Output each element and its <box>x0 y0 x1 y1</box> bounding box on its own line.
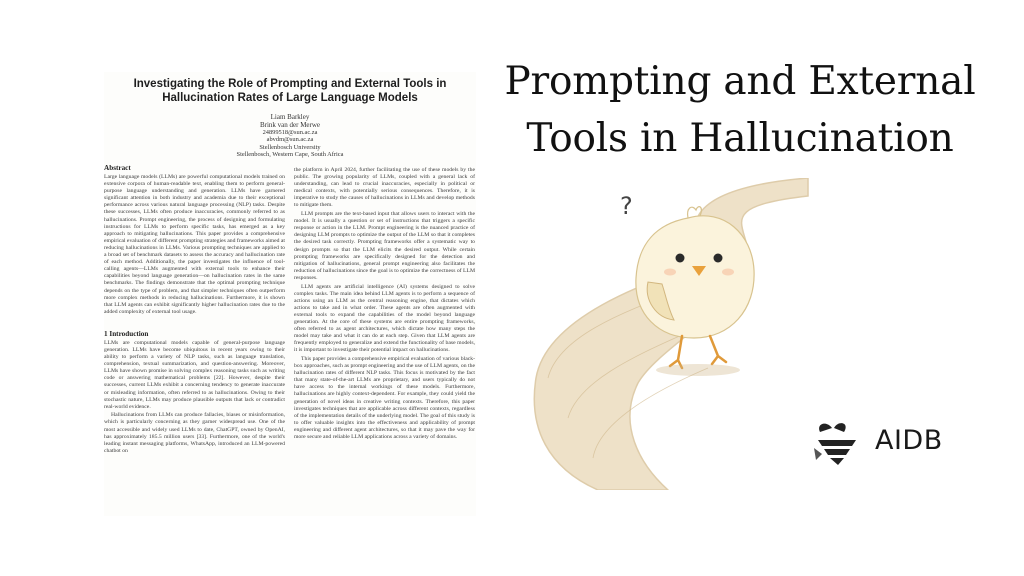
paper-title-line-2: Hallucination Rates of Large Language Models <box>162 91 418 104</box>
chick-leg <box>710 336 726 364</box>
paper-column-left <box>104 164 285 456</box>
body-paragraph: LLM prompts are the text-based input that allows users to interact with the model. It is usually a question or set of instructions that triggers a specific response or action in the LLM. Prompt engineering is the nuanced practice of designing LLM prompts to optimize the output of the LLM so that it completes the desired task correctly. Prompting frameworks offer a systematic way to design prompts so that the LLM elicits the desired output. While certain prompting frameworks are specifically designed for the detection and mitigation of hallucinations, general prompt engineering also facilitates the reduction of hallucinations since the goal is to optimize the correctness of LLM responses. <box>294 211 476 281</box>
chick-illustration <box>508 178 810 490</box>
abstract-heading: Abstract <box>104 164 131 172</box>
logo-text: AIDB <box>875 425 943 456</box>
body-paragraph: the platform in April 2024, further facilitating the use of these models by the public. The growing popularity of LLMs, coupled with a general lack of understanding, can lead to crucial inaccuracies, especially in political or medical contexts, with potentially serious consequences. Therefore, it is imperative to study the causes of hallucinations in LLMs and develop methods to mitigate them. <box>294 167 475 209</box>
author-name: Liam Barkley <box>270 113 310 121</box>
paper-authors <box>104 113 476 158</box>
intro-paragraph: Hallucinations from LLMs can produce fallacies, biases or misinformation, which is particularly concerning as they garner widespread use. One of the most accessible and widely used LLMs to date, ChatGPT, owned by OpenAI, has approximately 185.5 million users [33]. Furthermore, one of the world's leading instant messaging platforms, WhatsApp, introduced an LLM-powered chatbot on <box>104 412 285 454</box>
chick-cheek <box>664 269 676 276</box>
body-paragraph: This paper provides a comprehensive empirical evaluation of various black-box approaches, such as prompt engineering and the use of LLM agents, on the hallucination rates of different NLP tasks. This focus is motivated by the fact that many state-of-the-art LLMs are proprietary, and users typically do not have access to the internal workings of these models. Furthermore, hallucinations are highly context-dependent. For example, they could yield the generation of novel ideas in creative writing contexts. Therefore, this paper investigates techniques that are applicable across different contexts, regardless of the implementation details of the underlying model. The goal of this study is to offer valuable insights into the effectiveness and applicability of prompt engineering and different agent architectures, so that it may pave the way for more secure and reliable LLM applications across a variety of domains. <box>294 355 475 440</box>
headline-line-2: Tools in Hallucination <box>526 116 954 161</box>
paper-column-right <box>294 167 475 443</box>
chick-cheek <box>722 269 734 276</box>
introduction-heading: 1 Introduction <box>104 329 149 338</box>
paper-preview <box>104 72 476 516</box>
author-affiliation: Stellenbosch University <box>259 143 321 151</box>
body-paragraph: LLM agents are artificial intelligence (AI) systems designed to solve complex tasks. The main idea behind LLM agents is to perform a sequence of actions using an LLM as the central reasoning engine, that dictates which actions to take and in what order. These agents are often augmented with external tools to expand the capabilities of the model beyond language generation. At the core of these systems are entire prompting frameworks, often referred to as agent architectures, which dictate how many steps the model may take and what it can do at each step. Given that LLM agents are frequently employed to generalize and extend the functionality of base models, it is important to investigate their potential impact on hallucinations. <box>294 283 475 354</box>
question-mark: ? <box>620 192 633 220</box>
chick-eye <box>714 254 723 263</box>
abstract-text: Large language models (LLMs) are powerful computational models trained on extensive corpora of human-readable text, enabling them to perform general-purpose language understanding and generation. LLMs have garnered significant attention in both industry and academia due to their exceptional performance across various natural language processing (NLP) tasks. Despite these successes, LLMs often produce inaccuracies, commonly referred to as hallucinations. Prompt engineering, the process of designing and formulating instructions for LLMs to perform specific tasks, has emerged as a key approach to mitigating hallucinations. This paper provides a comprehensive empirical evaluation of different prompting strategies and frameworks aimed at reducing hallucinations in LLMs. Various prompting techniques are applied to a broad set of benchmark datasets to assess the accuracy and hallucination rate of each method. Additionally, the paper investigates the influence of tool-calling agents—LLMs augmented with external tools to enhance their capabilities beyond language generation—on hallucination rates in the same benchmarks. The findings demonstrate that the optimal prompting technique depends on the type of problem, and that simpler techniques often outperform more complex methods in reducing hallucinations. Furthermore, it is shown that LLM agents can exhibit significantly higher hallucination rates due to the added complexity of external tool usage. <box>104 174 285 315</box>
headline-line-1: Prompting and External <box>504 59 976 104</box>
paper-title-line-1: Investigating the Role of Prompting and External Tools in <box>133 78 447 90</box>
bee-icon <box>812 418 864 466</box>
chick-shadow <box>656 364 740 376</box>
headline <box>490 53 990 167</box>
chick-body <box>636 216 754 338</box>
paper-title <box>104 78 476 105</box>
aidb-logo <box>812 418 972 466</box>
author-name: Brink van der Merwe <box>259 121 321 129</box>
chick-eye <box>676 254 685 263</box>
intro-paragraph: LLMs are computational models capable of general-purpose language generation. LLMs have become ubiquitous in recent years owing to their ability to perform a variety of NLP tasks, such as language translation, comprehension, textual summarization, and question-answering. Moreover, LLMs have shown promise in solving complex reasoning tasks such as writing code or answering mathematical problems [22]. However, despite their successes, current LLMs exhibit a concerning tendency to generate inaccurate or misleading information, often referred to as hallucinations. Owing to their stochastic nature, LLMs may produce plausible outputs that lack or contradict real-world evidence. <box>104 339 285 410</box>
author-email: 24899518@sun.ac.za <box>262 129 318 136</box>
author-location: Stellenbosch, Western Cape, South Africa <box>236 150 344 158</box>
author-email: abvdm@sun.ac.za <box>266 136 314 144</box>
